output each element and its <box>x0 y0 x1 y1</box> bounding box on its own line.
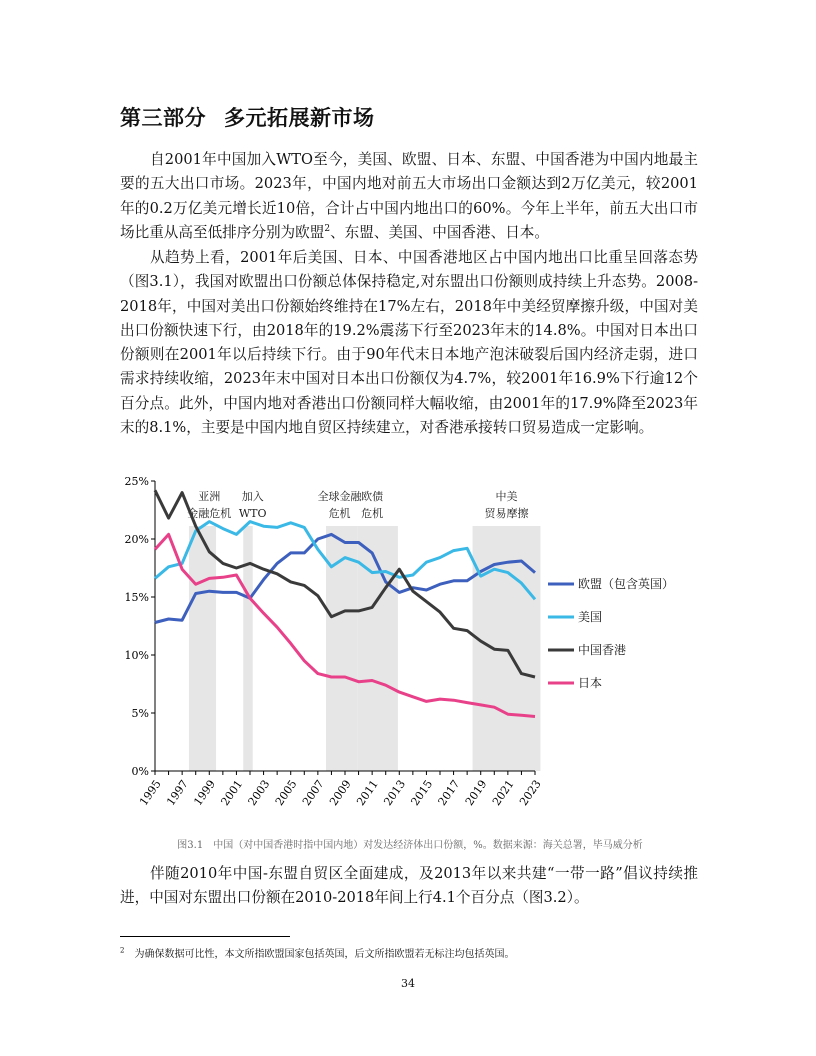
period-annotation: 亚洲 <box>198 490 221 503</box>
period-annotation: 危机 <box>328 507 351 520</box>
legend-label: 欧盟（包含英国） <box>578 577 675 591</box>
shaded-period <box>326 526 357 771</box>
period-annotation: 贸易摩擦 <box>484 507 529 520</box>
footnote-ref: 2 <box>324 224 331 235</box>
period-annotation: 全球金融 <box>317 490 362 503</box>
export-share-chart <box>120 470 700 820</box>
footnote-divider <box>120 936 290 937</box>
x-tick-label: 2017 <box>435 777 463 809</box>
paragraph-asean: 伴随2010年中国-东盟自贸区全面建成，及2013年以来共建“一带一路”倡议持续推进，中国对东盟出口份额在2010-2018年间上行4.1个百分点（图3.2）。 <box>120 865 698 907</box>
shaded-period <box>189 526 216 771</box>
y-tick-label: 10% <box>124 649 149 662</box>
x-tick-label: 2007 <box>299 777 327 809</box>
x-tick-label: 1997 <box>164 777 191 809</box>
legend-label: 日本 <box>578 676 603 690</box>
x-tick-label: 1999 <box>191 777 219 809</box>
x-tick-label: 2015 <box>408 777 436 809</box>
paragraph-trend: 从趋势上看，2001年后美国、日本、中国香港地区占中国内地出口比重呈回落态势（图3.1），我国对欧盟出口份额总体保持稳定,对东盟出口份额则成持续上升态势。2008-2018年，中国对美出口份额始终维持在17%左右，2018年中美经贸摩擦升级，中国对美出口份额快速下行，由2018年的19.2%震荡下行至2023年末的14.8%。中国对日本出口份额则在2001年以后持续下行。由于90年代末日本地产泡沫破裂后国内经济走弱，进口需求持续收缩，2023年末中国对日本出口份额仅为4.7%，较2001年16.9%下行逾12个百分点。此外，中国内地对香港出口份额同样大幅收缩，由2001年的17.9%降至2023年末的8.1%，主要是中国内地自贸区持续建立，对香港承接转口贸易造成一定影响。 <box>120 249 698 437</box>
section-title: 多元拓展新市场 <box>224 106 375 130</box>
footnote <box>120 945 700 960</box>
legend-label: 美国 <box>578 610 603 624</box>
y-tick-label: 0% <box>131 765 149 778</box>
period-annotation: 加入 <box>241 490 264 503</box>
x-tick-label: 2009 <box>327 777 354 809</box>
x-tick-label: 1995 <box>137 777 164 809</box>
period-annotation: 金融危机 <box>187 507 232 520</box>
y-tick-label: 20% <box>124 533 149 546</box>
paragraph-intro-end: 、东盟、美国、中国香港、日本。 <box>330 223 549 241</box>
y-tick-label: 25% <box>124 475 149 488</box>
x-tick-label: 2001 <box>218 777 246 809</box>
footnote-mark: 2 <box>120 946 125 955</box>
x-tick-label: 2011 <box>354 777 381 809</box>
x-tick-label: 2023 <box>517 777 544 809</box>
x-tick-label: 2021 <box>489 777 517 809</box>
y-tick-label: 15% <box>124 591 149 604</box>
legend-label: 中国香港 <box>578 643 627 657</box>
paragraph-intro-text: 自2001年中国加入WTO至今，美国、欧盟、日本、东盟、中国香港为中国内地最主要的五大出口市场。2023年，中国内地对前五大市场出口金额达到2万亿美元，较2001年的0.2万亿美元增长近10倍，合计占中国内地出口的60%。今年上半年，前五大出口市场比重从高至低排序分别为欧盟 <box>120 151 698 241</box>
period-annotation: 欧债 <box>361 490 384 503</box>
period-annotation: 危机 <box>361 507 384 520</box>
period-annotation: 中美 <box>495 490 518 503</box>
period-annotation: WTO <box>238 507 267 520</box>
x-tick-label: 2013 <box>381 777 409 809</box>
y-tick-label: 5% <box>131 707 149 720</box>
paragraph-intro <box>120 148 698 245</box>
page-number: 34 <box>401 977 415 990</box>
figure-caption: 图3.1 中国（对中国香港时指中国内地）对发达经济体出口份额，%。数据来源：海关总署，毕马威分析 <box>177 840 643 851</box>
x-tick-label: 2005 <box>272 777 300 809</box>
section-heading <box>120 102 375 132</box>
x-tick-label: 2003 <box>245 777 273 809</box>
section-part: 第三部分 <box>120 106 206 130</box>
footnote-text: 为确保数据可比性，本文所指欧盟国家包括英国，后文所指欧盟若无标注均包括英国。 <box>134 949 515 960</box>
x-tick-label: 2019 <box>462 777 490 809</box>
